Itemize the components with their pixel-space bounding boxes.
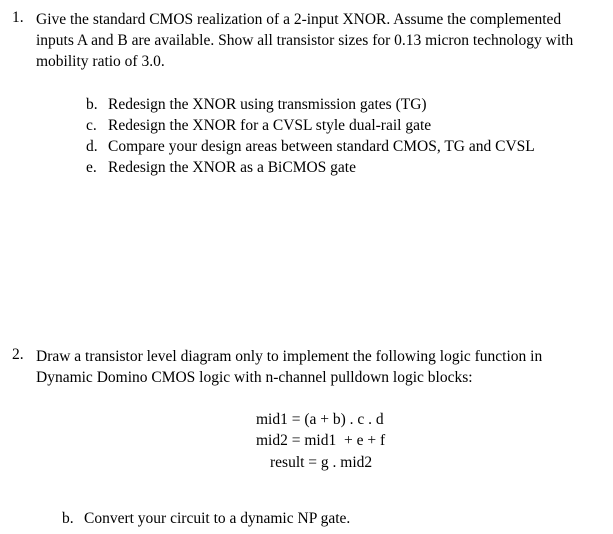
- part-label: b.: [86, 96, 98, 113]
- question-2-part-b: [62, 508, 350, 529]
- question-2-text: Draw a transistor level diagram only to implement the following logic function in Dynamic Domino CMOS logic with n-channel pulldown logic blocks:: [36, 348, 543, 386]
- question-1-number: 1.: [12, 9, 24, 26]
- part-text: Convert your circuit to a dynamic NP gate.: [84, 510, 351, 527]
- part-label: d.: [86, 138, 98, 155]
- question-1-part-e: [86, 157, 356, 178]
- question-1-part-d: [86, 136, 535, 157]
- part-label: c.: [86, 117, 97, 134]
- equation-mid2: mid2 = mid1 + e + f: [256, 432, 386, 449]
- part-text: Redesign the XNOR as a BiCMOS gate: [108, 159, 356, 176]
- part-text: Compare your design areas between standard CMOS, TG and CVSL: [108, 138, 535, 155]
- question-2-number: 2.: [12, 346, 24, 363]
- part-text: Redesign the XNOR using transmission gates (TG): [108, 96, 427, 113]
- part-text: Redesign the XNOR for a CVSL style dual-rail gate: [108, 117, 432, 134]
- part-label: b.: [62, 510, 74, 527]
- equation-result: result = g . mid2: [270, 454, 373, 471]
- part-label: e.: [86, 159, 97, 176]
- question-1-part-c: [86, 115, 431, 136]
- equation-mid1: mid1 = (a + b) . c . d: [256, 411, 384, 428]
- question-1-part-b: [86, 94, 427, 115]
- question-1-text: Give the standard CMOS realization of a 2-input XNOR. Assume the complemented inputs A and B are available. Show all transistor sizes for 0.13 micron technology with mobility ratio of 3.0.: [36, 11, 574, 70]
